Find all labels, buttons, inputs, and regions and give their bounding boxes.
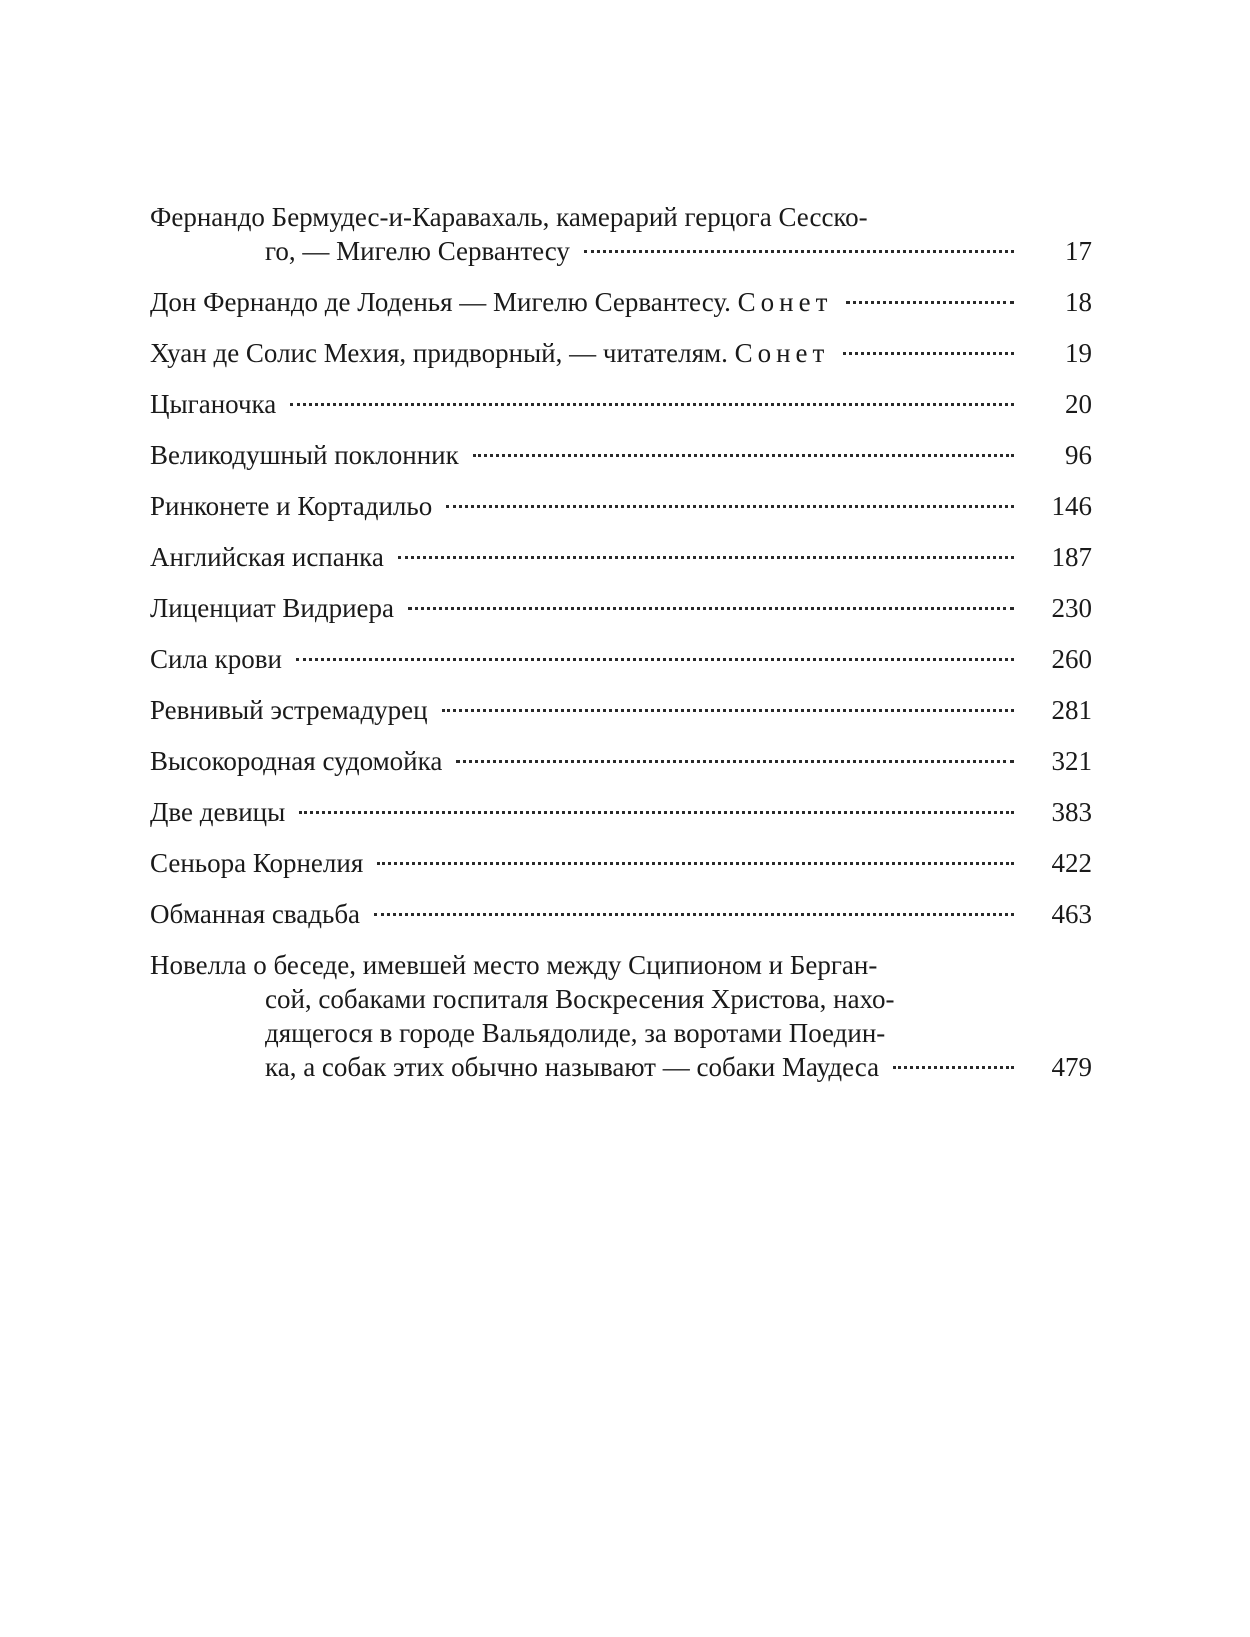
toc-entry-page: 19: [1065, 338, 1092, 368]
dot-leader: [408, 607, 1014, 610]
toc-entry-genre: Сонет: [737, 287, 833, 317]
toc-entry-title: ка, а собак этих обычно называют — собаки Маудеса: [265, 1052, 880, 1082]
toc-entry-title: Дон Фернандо де Лоденья — Мигелю Сервантесу. Сонет: [150, 287, 833, 317]
toc-entry-page: 17: [1065, 236, 1092, 266]
dot-leader: [446, 505, 1014, 508]
toc-entry-page: 463: [1051, 899, 1092, 929]
toc-entry-page: 18: [1065, 287, 1092, 317]
toc-entry[interactable]: [150, 387, 1092, 421]
toc-entry[interactable]: [150, 897, 1092, 931]
toc-entry-page: 321: [1051, 746, 1092, 776]
toc-entry[interactable]: [150, 693, 1092, 727]
toc-entry-title: Сила крови: [150, 644, 282, 674]
dot-leader: [299, 811, 1014, 814]
dot-leader: [374, 913, 1014, 916]
toc-entry-title-lead: Новелла о беседе, имевшей место между Сципионом и Берган- сой, собаками госпиталя Воскресения Христова, нахо- дящегося в городе Вальядолиде, за воротами Поедин-: [150, 950, 895, 1048]
toc-entry-title: Обманная свадьба: [150, 899, 361, 929]
toc-entry-title: Лиценциат Видриера: [150, 593, 394, 623]
toc-entry-page: 260: [1051, 644, 1092, 674]
toc-entry-title: Высокородная судомойка: [150, 746, 443, 776]
toc-entry-title: Ринконете и Кортадильо: [150, 491, 433, 521]
toc-entry-page: 230: [1051, 593, 1092, 623]
toc-entry-title: Хуан де Солис Мехия, придворный, — читателям. Сонет: [150, 338, 830, 368]
toc-entry-title: Две девицы: [150, 797, 286, 827]
toc-entry-title-lead: Фернандо Бермудес-и-Каравахаль, камерарий герцога Сесско-: [150, 202, 868, 232]
toc-entry-page: 422: [1051, 848, 1092, 878]
dot-leader: [893, 1066, 1014, 1069]
toc-entry-page: 146: [1051, 491, 1092, 521]
toc-entry-page: 479: [1051, 1052, 1092, 1082]
dot-leader: [296, 658, 1014, 661]
toc-entry-genre: Сонет: [734, 338, 830, 368]
toc-entry-title: Ревнивый эстремадурец: [150, 695, 428, 725]
toc-entry-title: го, — Мигелю Сервантесу: [265, 236, 570, 266]
toc-entry[interactable]: [150, 489, 1092, 523]
toc-entry[interactable]: [150, 948, 1092, 1084]
toc-entry-page: 96: [1065, 440, 1092, 470]
toc-entry[interactable]: [150, 336, 1092, 370]
toc-entry[interactable]: [150, 540, 1092, 574]
toc-entry-page: 281: [1051, 695, 1092, 725]
toc-entry[interactable]: [150, 642, 1092, 676]
table-of-contents: [150, 200, 1092, 1101]
toc-entry-title: Английская испанка: [150, 542, 384, 572]
toc-entry[interactable]: [150, 438, 1092, 472]
dot-leader: [456, 760, 1014, 763]
dot-leader: [843, 352, 1014, 355]
toc-entry[interactable]: [150, 795, 1092, 829]
toc-entry[interactable]: [150, 200, 1092, 268]
toc-entry-title: Сеньора Корнелия: [150, 848, 364, 878]
toc-entry-title: Великодушный поклонник: [150, 440, 459, 470]
toc-entry[interactable]: [150, 285, 1092, 319]
toc-entry[interactable]: [150, 591, 1092, 625]
toc-entry-page: 20: [1065, 389, 1092, 419]
dot-leader: [584, 250, 1014, 253]
dot-leader: [377, 862, 1014, 865]
toc-entry-title: Цыганочка: [150, 389, 277, 419]
dot-leader: [442, 709, 1014, 712]
dot-leader: [846, 301, 1014, 304]
toc-entry[interactable]: [150, 846, 1092, 880]
dot-leader: [398, 556, 1014, 559]
toc-entry-page: 383: [1051, 797, 1092, 827]
dot-leader: [473, 454, 1014, 457]
toc-entry[interactable]: [150, 744, 1092, 778]
dot-leader: [290, 403, 1014, 406]
toc-entry-page: 187: [1051, 542, 1092, 572]
